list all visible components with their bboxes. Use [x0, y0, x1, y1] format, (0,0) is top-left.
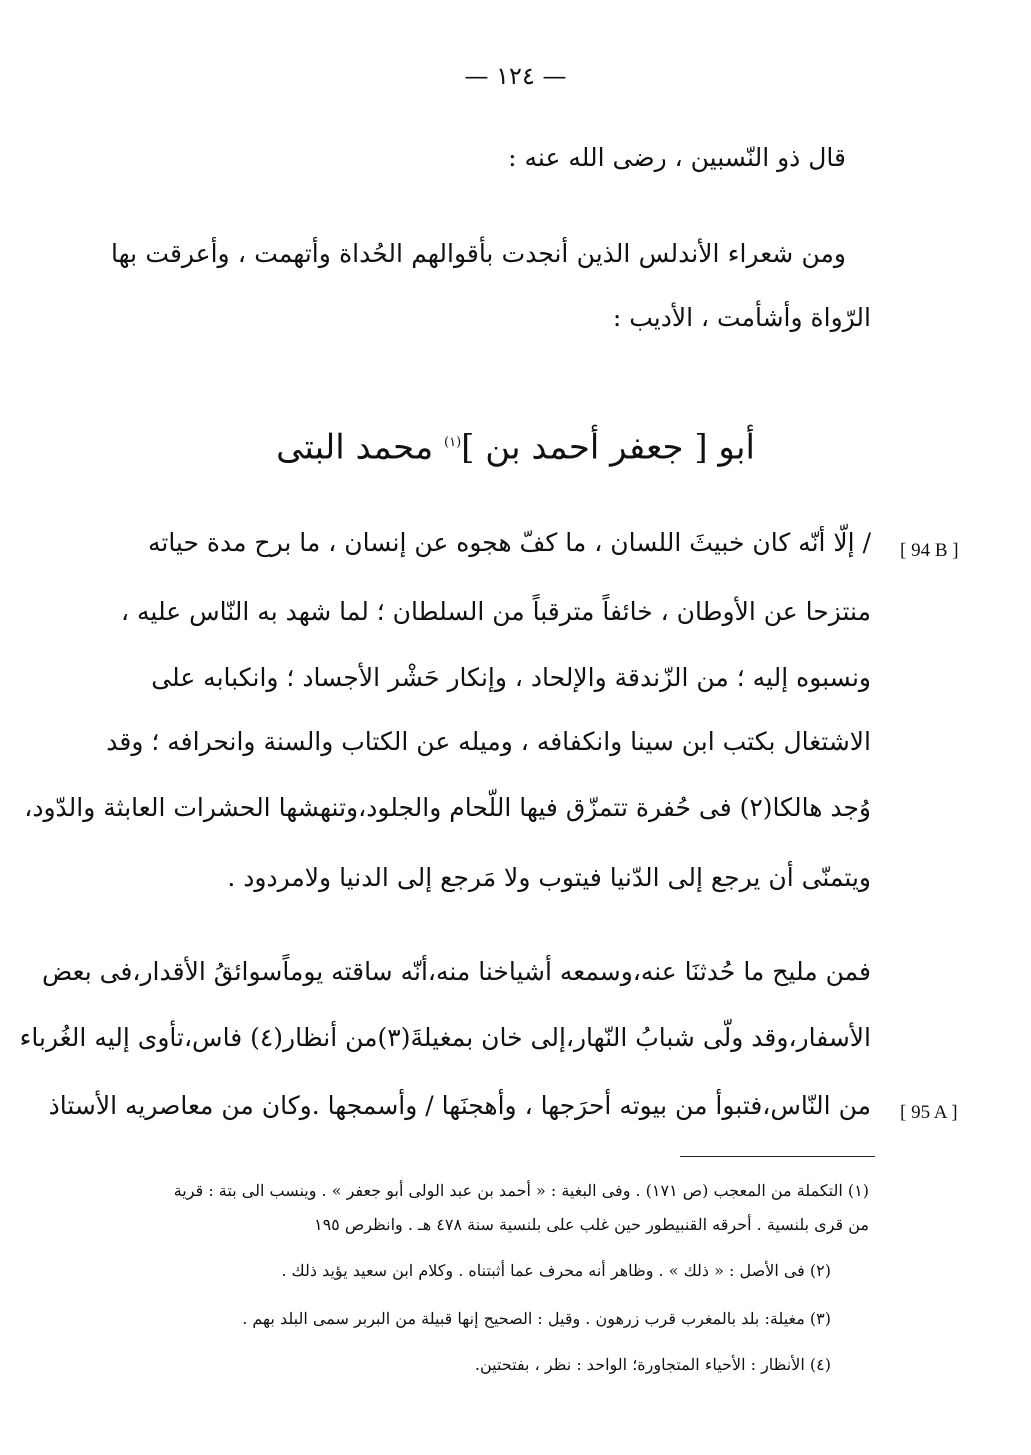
- footnote-1-line-1: (١) التكملة من المعجب (ص ١٧١) . وفى البغية : « أحمد بن عبد الولى أبو جعفر » . وينسب الى بتة : قرية: [173, 1181, 869, 1200]
- paragraph3-line-1: فمن مليح ما حُدثنَا عنه،وسمعه أشياخنا منه،أنّه ساقته يوماًسوائقُ الأقدار،فى بعض: [42, 957, 871, 986]
- footnote-1-line-2: من قرى بلنسية . أحرقه القنبيطور حين غلب على بلنسية سنة ٤٧٨ هـ . وانظرص ١٩٥: [313, 1215, 869, 1234]
- paragraph3-line-2: الأسفار،وقد ولّى شبابُ النّهار،إلى خان بمغيلةَ(٣)من أنظار(٤) فاس،تأوى إليه الغُرباء: [19, 1023, 871, 1052]
- heading-text-after: محمد البتى: [276, 427, 434, 468]
- paragraph2-line-6: ويتمنّى أن يرجع إلى الدّنيا فيتوب ولا مَرجع إلى الدنيا ولامردود .: [227, 863, 871, 892]
- paragraph2-line-2: منتزحا عن الأوطان ، خائفاً مترقباً من السلطان ؛ لما شهد به النّاس عليه ،: [121, 597, 871, 626]
- margin-ref-94b: [ 94 B ]: [900, 540, 959, 561]
- paragraph2-line-4: الاشتغال بكتب ابن سينا وانكفافه ، وميله عن الكتاب والسنة وانحرافه ؛ وقد: [106, 727, 871, 756]
- footnote-4: (٤) الأنظار : الأحياء المتجاورة؛ الواحد : نظر ، بفتحتين.: [474, 1355, 831, 1374]
- footnote-3: (٣) مغيلة: بلد بالمغرب قرب زرهون . وقيل : الصحيح إنها قبيلة من البربر سمى البلد بهم .: [242, 1309, 831, 1328]
- paragraph1-line-2: الرّواة وأشأمت ، الأديب :: [612, 303, 871, 332]
- section-heading: [0, 418, 1031, 472]
- page-number: — ١٢٤ —: [464, 62, 567, 90]
- heading-footnote-marker: (١): [444, 435, 462, 450]
- paragraph2-line-5: وُجد هالكا(٢) فى حُفرة تتمزّق فيها اللّحام والجلود،وتنهشها الحشرات العابثة والدّود،: [24, 793, 871, 822]
- footnote-2: (٢) فى الأصل : « ذلك » . وظاهر أنه محرف عما أثبتناه . وكلام ابن سعيد يؤيد ذلك .: [281, 1261, 831, 1280]
- footnote-divider: [680, 1156, 875, 1157]
- paragraph2-line-1: / إلّا أنّه كان خبيثَ اللسان ، ما كفّ هجوه عن إنسان ، ما برح مدة حياته: [147, 528, 871, 557]
- margin-ref-95a: [ 95 A ]: [900, 1102, 958, 1123]
- intro-line: قال ذو النّسبين ، رضى الله عنه :: [508, 143, 846, 172]
- heading-text-before: أبو [ جعفر أحمد بن ]: [461, 427, 755, 468]
- paragraph2-line-3: ونسبوه إليه ؛ من الزّندقة والإلحاد ، وإنكار حَشْر الأجساد ؛ وانكبابه على: [151, 663, 871, 692]
- paragraph1-line-1: ومن شعراء الأندلس الذين أنجدت بأقوالهم الحُداة وأتهمت ، وأعرقت بها: [111, 239, 846, 268]
- paragraph3-line-3: من النّاس،فتبوأ من بيوته أحرَجها ، وأهجنَها / وأسمجها .وكان من معاصريه الأستاذ: [48, 1091, 871, 1120]
